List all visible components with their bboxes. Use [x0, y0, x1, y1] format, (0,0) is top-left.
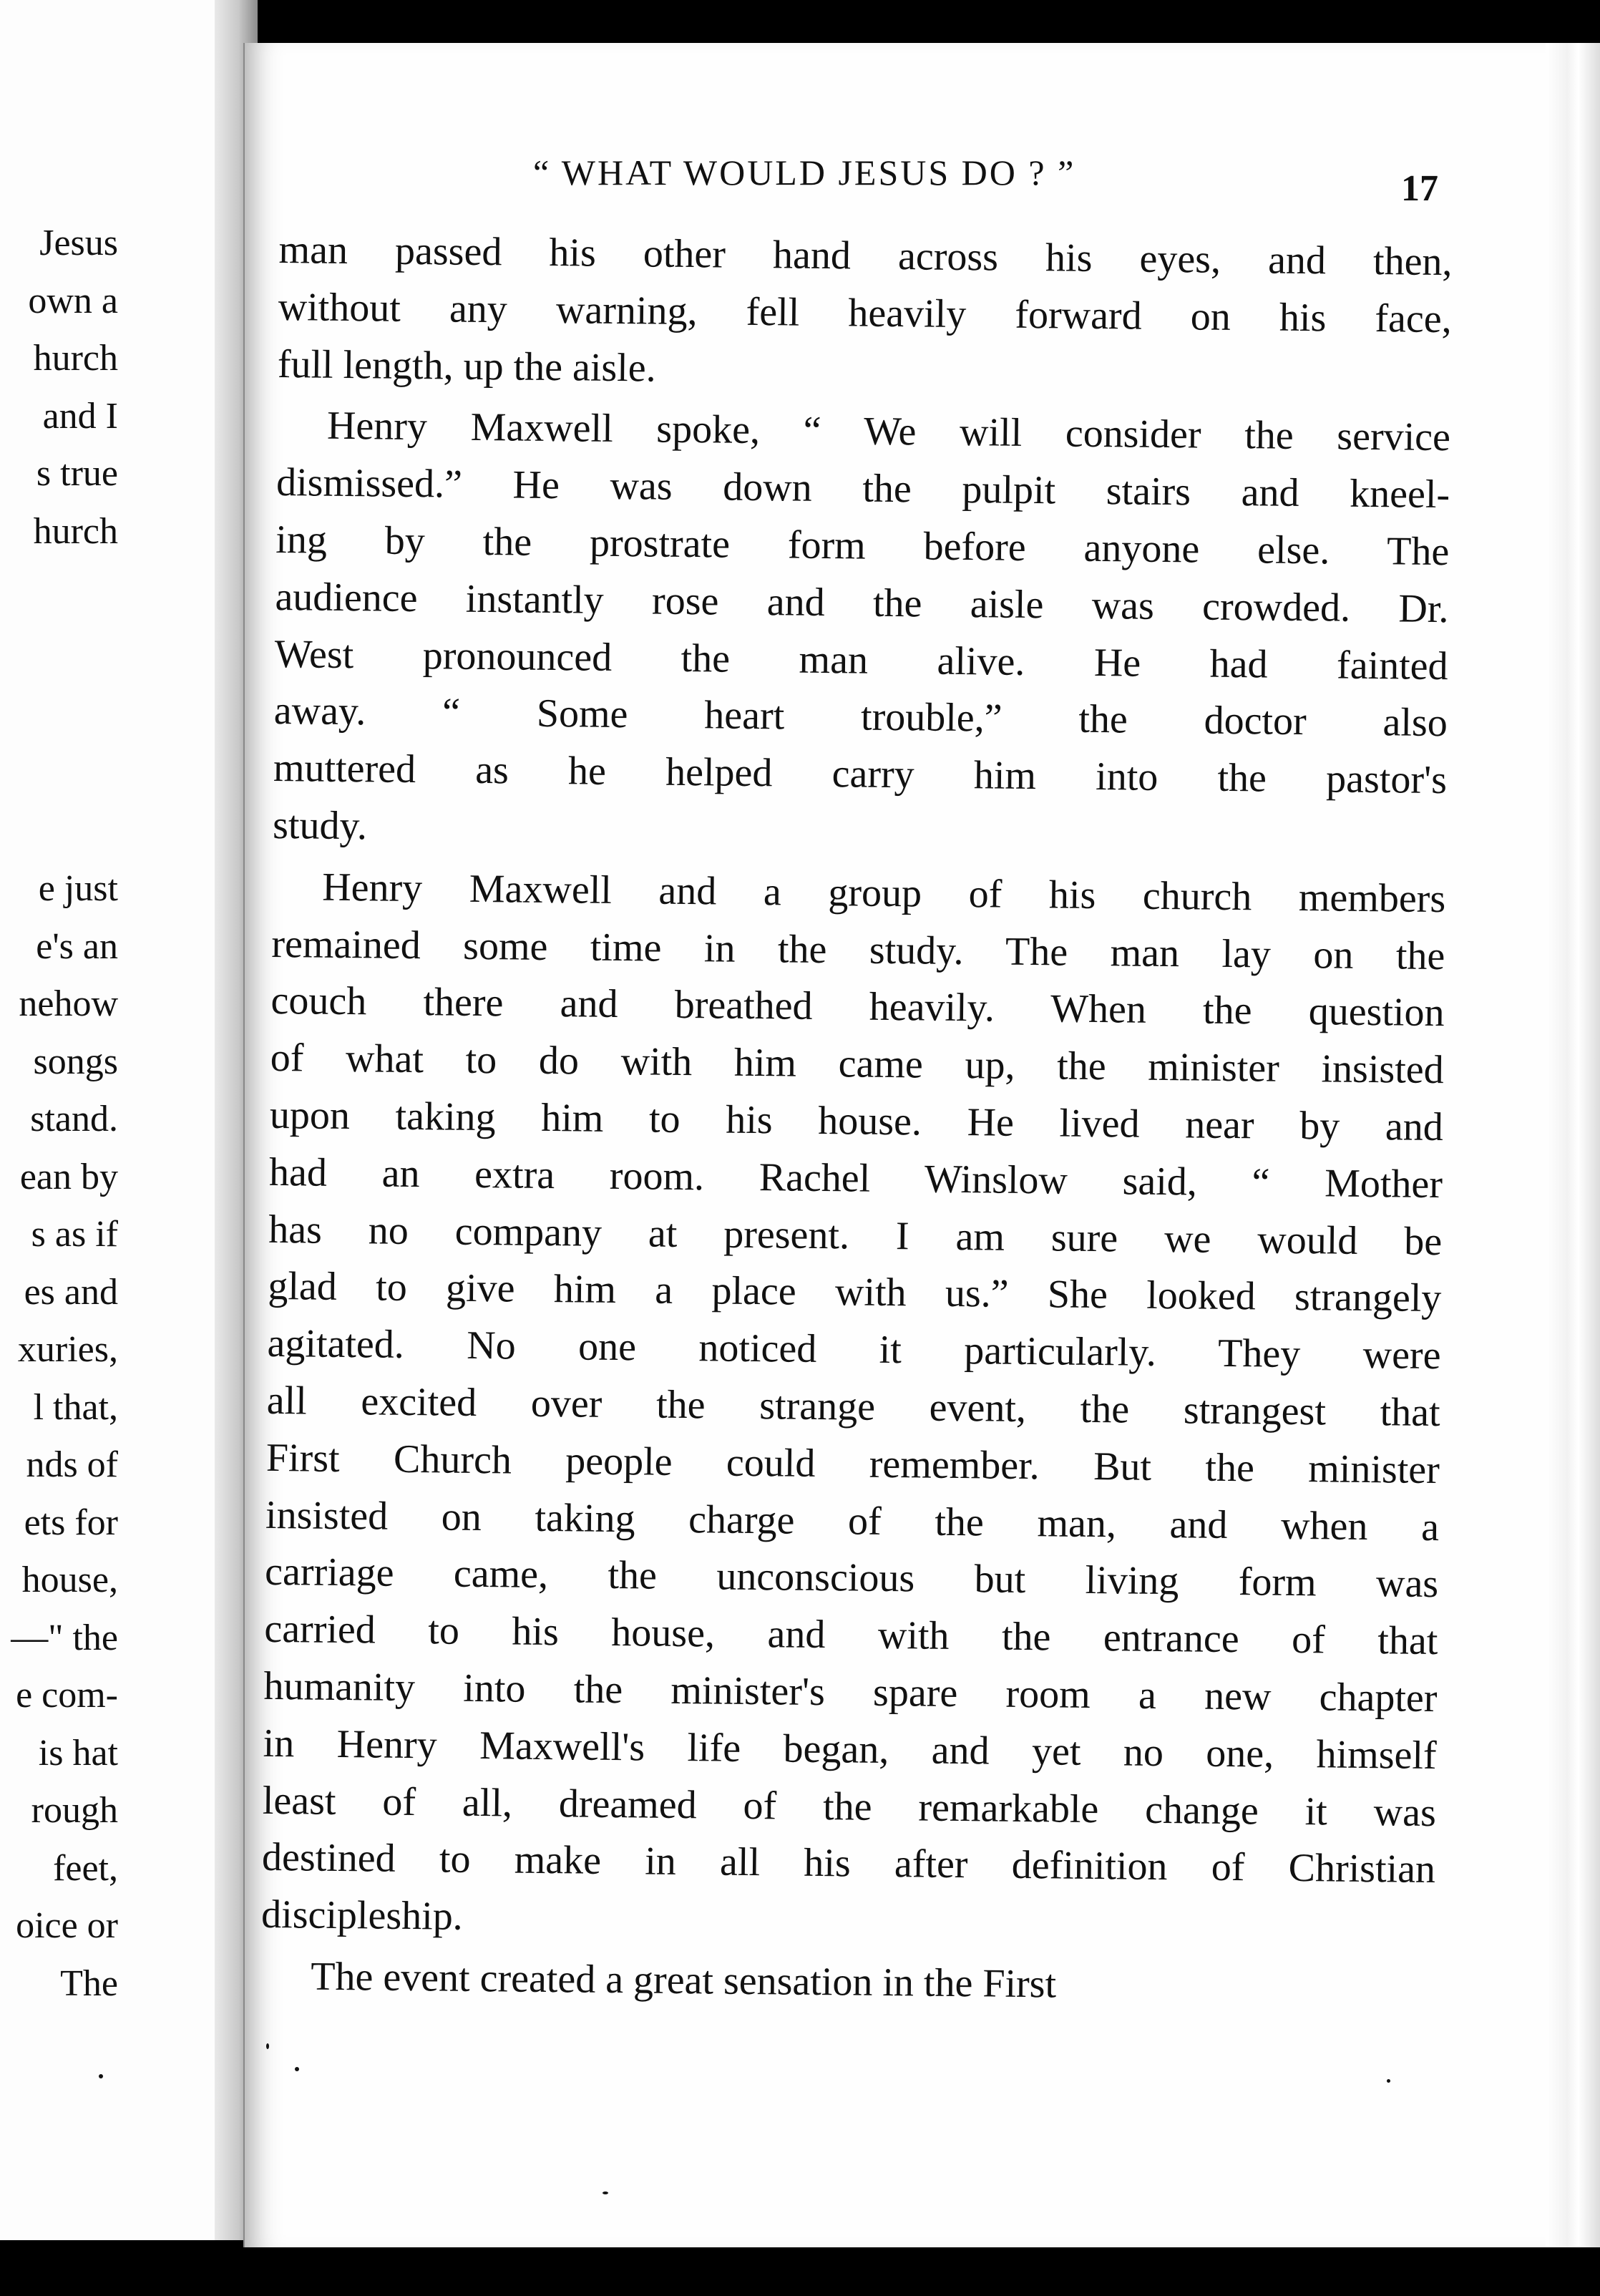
- facing-page-line: s true: [36, 453, 118, 494]
- text-line: West pronounced the man alive. He had fainted: [274, 631, 1448, 689]
- text-line: of what to do with him came up, the minister insisted: [270, 1036, 1445, 1093]
- text-line: audience instantly rose and the aisle was crowded. Dr.: [275, 574, 1449, 631]
- facing-page-line: stand.: [30, 1099, 118, 1139]
- text-line: ing by the prostrate form before anyone else. The: [275, 517, 1450, 575]
- facing-page-line: xuries,: [17, 1329, 118, 1370]
- text-line: First Church people could remember. But the minister: [265, 1435, 1440, 1492]
- facing-page-line: oice or: [16, 1905, 118, 1946]
- text-line: discipleship.: [260, 1892, 464, 1939]
- facing-page-line: l that,: [33, 1386, 118, 1428]
- text-line: carriage came, the unconscious but living form was: [264, 1550, 1439, 1607]
- text-line: muttered as he helped carry him into the pastor's: [273, 746, 1448, 803]
- text-line: remained some time in the study. The man lay on the: [271, 921, 1445, 978]
- text-line: glad to give him a place with us.” She looked strangely: [268, 1264, 1442, 1321]
- facing-page-text-fragments: [0, 0, 118, 2240]
- facing-page-line: songs: [33, 1041, 118, 1082]
- print-speck: [266, 2043, 269, 2049]
- text-line: upon taking him to his house. He lived near by and: [269, 1092, 1444, 1150]
- text-line: all excited over the strange event, the strangest that: [266, 1378, 1440, 1436]
- text-line: dismissed.” He was down the pulpit stairs and kneel-: [275, 460, 1450, 517]
- text-line: without any warning, fell heavily forward on his face,: [278, 284, 1452, 341]
- facing-page-line: e just: [38, 868, 118, 909]
- text-line: in Henry Maxwell's life began, and yet no one, himself: [263, 1721, 1437, 1778]
- print-speck: [295, 2067, 299, 2071]
- print-speck: [603, 2192, 608, 2194]
- text-line: destined to make in all his after definition of Christian: [261, 1835, 1436, 1892]
- text-line: couch there and breathed heavily. When the question: [270, 978, 1445, 1036]
- facing-page-line: nds of: [26, 1444, 118, 1485]
- facing-page-line: nehow: [19, 983, 118, 1024]
- facing-page-line: s as if: [31, 1214, 118, 1255]
- facing-page-line: es and: [24, 1271, 118, 1313]
- page-edge: [1546, 43, 1600, 2247]
- text-line: carried to his house, and with the entrance of that: [264, 1607, 1438, 1664]
- facing-page-line: e's an: [36, 925, 118, 967]
- facing-page-line: feet,: [53, 1847, 118, 1889]
- facing-page-line: house,: [21, 1560, 118, 1600]
- facing-page-line: is hat: [38, 1732, 118, 1774]
- text-line: insisted on taking charge of the man, and when a: [265, 1492, 1440, 1550]
- facing-page-line: and I: [42, 395, 118, 437]
- print-speck: [99, 2074, 103, 2078]
- facing-page-line: ets for: [24, 1502, 118, 1543]
- text-line: full length, up the aisle.: [277, 341, 656, 391]
- facing-page-line: rough: [31, 1790, 118, 1831]
- text-line: Henry Maxwell spoke, “ We will consider the service: [326, 404, 1451, 460]
- facing-page-line: Jesus: [39, 223, 118, 263]
- facing-page-left: [0, 0, 215, 2240]
- facing-page-line: ean by: [19, 1156, 118, 1197]
- text-line: had an extra room. Rachel Winslow said, “ Mother: [268, 1149, 1443, 1207]
- facing-page-line: own a: [28, 280, 118, 321]
- text-line: man passed his other hand across his eyes, and then,: [278, 227, 1453, 285]
- page-number: 17: [1401, 168, 1438, 209]
- facing-page-line: The: [60, 1962, 118, 2004]
- text-line: Henry Maxwell and a group of his church members: [321, 865, 1446, 921]
- text-line: study.: [272, 802, 368, 849]
- text-line: The event created a great sensation in the First: [311, 1954, 1057, 2007]
- text-line: agitated. No one noticed it particularly. They were: [267, 1321, 1441, 1378]
- text-line: humanity into the minister's spare room a new chapter: [263, 1663, 1438, 1721]
- text-line: least of all, dreamed of the remarkable change it was: [262, 1778, 1437, 1835]
- text-line: away. “ Some heart trouble,” the doctor also: [273, 689, 1448, 746]
- facing-page-line: e com-: [16, 1675, 118, 1716]
- facing-page-line: —" the: [11, 1617, 118, 1658]
- facing-page-line: hurch: [33, 510, 118, 552]
- facing-page-line: hurch: [33, 338, 118, 379]
- running-head: “ WHAT WOULD JESUS DO ? ”: [533, 152, 1076, 193]
- body-text: [260, 222, 1453, 2018]
- text-line: has no company at present. I am sure we would be: [268, 1207, 1443, 1264]
- print-speck: [1387, 2079, 1390, 2083]
